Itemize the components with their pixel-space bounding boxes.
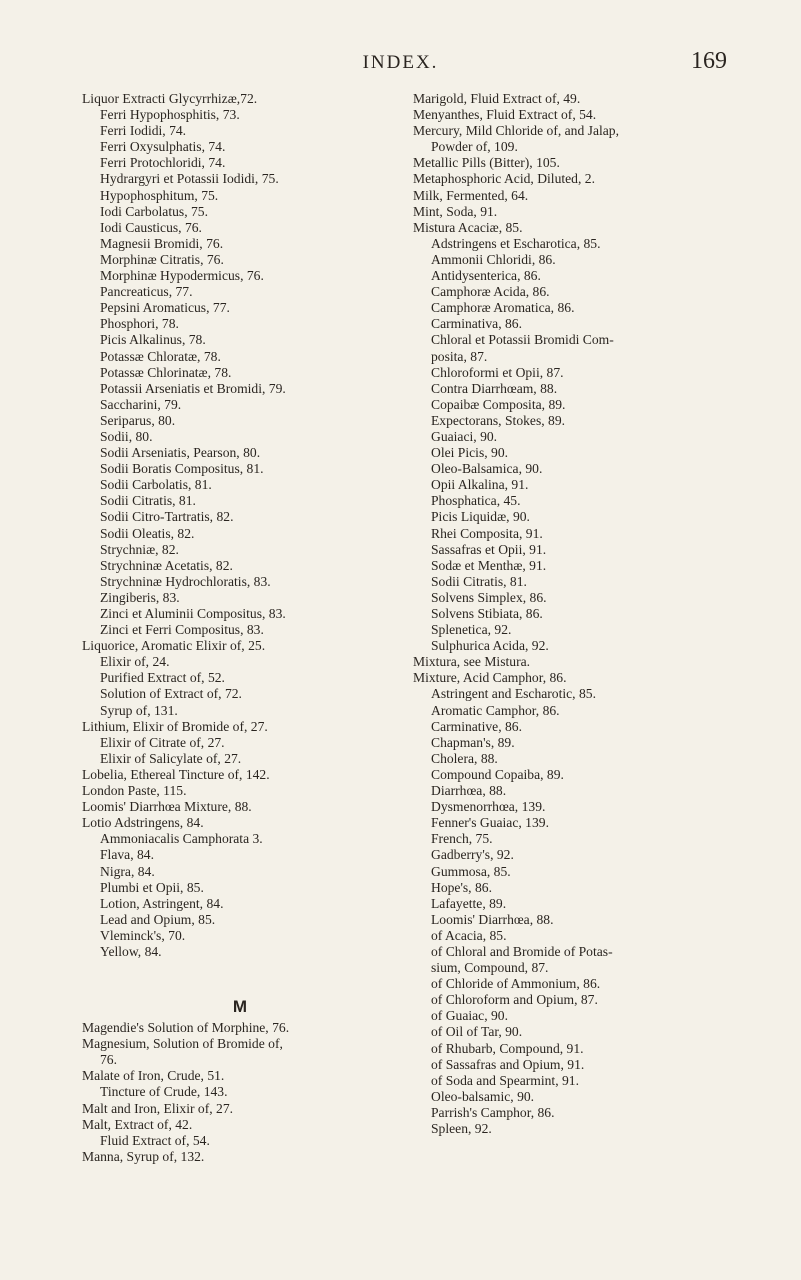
- index-subentry: Morphinæ Citratis, 76.: [100, 251, 224, 267]
- index-subentry: Iodi Carbolatus, 75.: [100, 203, 208, 219]
- index-subentry: Hope's, 86.: [431, 879, 492, 895]
- index-entry: London Paste, 115.: [82, 783, 187, 799]
- index-entry: Lobelia, Ethereal Tincture of, 142.: [82, 766, 270, 782]
- index-subentry: Carminativa, 86.: [431, 316, 522, 332]
- index-subentry: Morphinæ Hypodermicus, 76.: [100, 268, 264, 284]
- index-entry: Metaphosphoric Acid, Diluted, 2.: [413, 171, 595, 187]
- index-subentry: Sodii Arseniatis, Pearson, 80.: [100, 445, 261, 461]
- index-subentry: Vleminck's, 70.: [100, 927, 186, 943]
- index-subentry: of Acacia, 85.: [431, 927, 507, 943]
- index-subentry: Zinci et Ferri Compositus, 83.: [100, 622, 264, 638]
- index-subentry: of Soda and Spearmint, 91.: [431, 1072, 579, 1088]
- index-subentry: Oleo-Balsamica, 90.: [431, 461, 543, 477]
- index-subentry: Sodæ et Menthæ, 91.: [431, 557, 547, 573]
- index-subentry: of Rhubarb, Compound, 91.: [431, 1040, 584, 1056]
- index-subentry: Lotion, Astringent, 84.: [100, 895, 224, 911]
- index-subentry: sium, Compound, 87.: [431, 960, 549, 976]
- index-subentry: Sulphurica Acida, 92.: [431, 638, 549, 654]
- index-subentry: Yellow, 84.: [100, 943, 162, 959]
- index-subentry: Sassafras et Opii, 91.: [431, 541, 547, 557]
- index-subentry: Chloral et Potassii Bromidi Com-: [431, 332, 614, 348]
- index-subentry: Ferri Protochloridi, 74.: [100, 155, 226, 171]
- index-subentry: Lead and Opium, 85.: [100, 911, 216, 927]
- index-entry: Malt, Extract of, 42.: [82, 1116, 193, 1132]
- index-subentry: Sodii Boratis Compositus, 81.: [100, 461, 264, 477]
- index-subentry: Diarrhœa, 88.: [431, 783, 507, 799]
- index-entry: Liquor Extracti Glycyrrhizæ,72.: [82, 91, 258, 106]
- running-head: INDEX.: [362, 52, 439, 73]
- index-subentry: Spleen, 92.: [431, 1121, 492, 1136]
- index-subentry: Antidysenterica, 86.: [431, 268, 541, 284]
- index-entry: Mint, Soda, 91.: [413, 203, 498, 219]
- index-subentry: Elixir of, 24.: [100, 654, 170, 670]
- index-subentry: of Sassafras and Opium, 91.: [431, 1056, 585, 1072]
- index-subentry: Phosphatica, 45.: [431, 493, 521, 509]
- index-subentry: Opii Alkalina, 91.: [431, 477, 529, 493]
- index-subentry: Chloroformi et Opii, 87.: [431, 364, 564, 380]
- index-entry: Lithium, Elixir of Bromide of, 27.: [82, 718, 268, 734]
- index-subentry: Pancreaticus, 77.: [100, 284, 193, 300]
- index-entry: Liquorice, Aromatic Elixir of, 25.: [82, 638, 266, 654]
- index-subentry: Hydrargyri et Potassii Iodidi, 75.: [100, 171, 279, 187]
- index-entries-l: [82, 91, 398, 960]
- index-entry: Loomis' Diarrhœa Mixture, 88.: [82, 799, 252, 815]
- index-subentry: Chapman's, 89.: [431, 734, 515, 750]
- index-subentry: Ammoniacalis Camphorata 3.: [100, 831, 263, 847]
- index-entries-r: [413, 91, 735, 1137]
- index-subentry: Potassii Arseniatis et Bromidi, 79.: [100, 380, 286, 396]
- index-subentry: Powder of, 109.: [431, 139, 518, 155]
- index-subentry: Cholera, 88.: [431, 750, 498, 766]
- index-entry: Malt and Iron, Elixir of, 27.: [82, 1100, 234, 1116]
- index-subentry: Sodii Oleatis, 82.: [100, 525, 195, 541]
- index-subentry: Purified Extract of, 52.: [100, 670, 225, 686]
- index-subentry: Elixir of Citrate of, 27.: [100, 734, 225, 750]
- index-subentry: Potassæ Chlorinatæ, 78.: [100, 364, 232, 380]
- index-subentry: Ferri Hypophosphitis, 73.: [100, 107, 240, 123]
- index-subentry: Strychninæ Hydrochloratis, 83.: [100, 573, 271, 589]
- index-entry: Lotio Adstringens, 84.: [82, 815, 204, 831]
- index-subentry: Pepsini Aromaticus, 77.: [100, 300, 230, 316]
- index-subentry: Gadberry's, 92.: [431, 847, 514, 863]
- index-subentry: Splenetica, 92.: [431, 622, 512, 638]
- index-entries-m: [82, 1020, 398, 1165]
- index-subentry: Ammonii Chloridi, 86.: [431, 251, 556, 267]
- index-subentry: Dysmenorrhœa, 139.: [431, 799, 546, 815]
- index-subentry: Syrup of, 131.: [100, 702, 178, 718]
- index-subentry: Solvens Stibiata, 86.: [431, 606, 543, 621]
- index-subentry: Sodii Citro-Tartratis, 82.: [100, 509, 234, 525]
- index-subentry: of Chloride of Ammonium, 86.: [431, 976, 601, 992]
- index-subentry: Camphoræ Aromatica, 86.: [431, 300, 575, 316]
- index-subentry: Picis Alkalinus, 78.: [100, 332, 206, 348]
- index-subentry: Seriparus, 80.: [100, 412, 176, 428]
- index-subentry: Sodii, 80.: [100, 428, 153, 444]
- index-subentry: Camphoræ Acida, 86.: [431, 284, 550, 300]
- index-entry: Manna, Syrup of, 132.: [82, 1148, 205, 1164]
- page-header: [0, 48, 801, 78]
- index-subentry: Hypophosphitum, 75.: [100, 187, 219, 203]
- section-letter: M: [232, 997, 248, 1017]
- index-subentry: Astringent and Escharotic, 85.: [431, 686, 596, 702]
- index-subentry: Olei Picis, 90.: [431, 445, 509, 461]
- index-subentry: Sodii Citratis, 81.: [100, 493, 196, 509]
- index-subentry: of Guaiac, 90.: [431, 1008, 509, 1024]
- index-entry: Malate of Iron, Crude, 51.: [82, 1068, 225, 1084]
- index-subentry: Ferri Oxysulphatis, 74.: [100, 139, 226, 155]
- index-entry: Magendie's Solution of Morphine, 76.: [82, 1020, 290, 1036]
- index-subentry: posita, 87.: [431, 348, 488, 364]
- index-subentry: Ferri Iodidi, 74.: [100, 123, 187, 139]
- index-subentry: Fenner's Guaiac, 139.: [431, 815, 549, 831]
- index-subentry: Iodi Causticus, 76.: [100, 219, 202, 235]
- index-subentry: Solvens Simplex, 86.: [431, 589, 547, 605]
- index-column-left: [82, 91, 398, 1165]
- index-subentry: Sodii Citratis, 81.: [431, 573, 527, 589]
- index-subentry: Tincture of Crude, 143.: [100, 1084, 228, 1100]
- index-subentry: Aromatic Camphor, 86.: [431, 702, 560, 718]
- index-subentry: Fluid Extract of, 54.: [100, 1132, 210, 1148]
- index-entry: Mercury, Mild Chloride of, and Jalap,: [413, 123, 619, 139]
- index-entry: Milk, Fermented, 64.: [413, 187, 529, 203]
- index-subentry: Strychniæ, 82.: [100, 541, 179, 557]
- index-subentry: Adstringens et Escharotica, 85.: [431, 235, 601, 251]
- index-subentry: Copaibæ Composita, 89.: [431, 396, 566, 412]
- index-subentry: Nigra, 84.: [100, 863, 155, 879]
- index-column-right: [413, 91, 735, 1137]
- index-subentry: Elixir of Salicylate of, 27.: [100, 750, 242, 766]
- index-subentry: Zinci et Aluminii Compositus, 83.: [100, 606, 286, 621]
- index-subentry: Sodii Carbolatis, 81.: [100, 477, 212, 493]
- index-entry: Magnesium, Solution of Bromide of,: [82, 1036, 283, 1052]
- index-subentry: Lafayette, 89.: [431, 895, 507, 911]
- index-subentry: Plumbi et Opii, 85.: [100, 879, 204, 895]
- index-subentry: Flava, 84.: [100, 847, 154, 863]
- index-entry: Mixture, Acid Camphor, 86.: [413, 670, 567, 686]
- index-subentry: 76.: [100, 1052, 117, 1068]
- index-subentry: Magnesii Bromidi, 76.: [100, 235, 224, 251]
- index-subentry: Compound Copaiba, 89.: [431, 766, 564, 782]
- index-subentry: Potassæ Chloratæ, 78.: [100, 348, 221, 364]
- index-subentry: of Chloral and Bromide of Potas-: [431, 943, 613, 959]
- index-subentry: Gummosa, 85.: [431, 863, 511, 879]
- index-subentry: of Chloroform and Opium, 87.: [431, 992, 598, 1008]
- index-subentry: of Oil of Tar, 90.: [431, 1024, 523, 1040]
- index-subentry: Zingiberis, 83.: [100, 589, 180, 605]
- page-number: 169: [691, 48, 727, 74]
- index-subentry: Parrish's Camphor, 86.: [431, 1104, 555, 1120]
- index-subentry: Rhei Composita, 91.: [431, 525, 543, 541]
- index-subentry: Guaiaci, 90.: [431, 428, 498, 444]
- index-subentry: Contra Diarrhœam, 88.: [431, 380, 558, 396]
- index-entry: Mistura Acaciæ, 85.: [413, 219, 523, 235]
- index-subentry: Oleo-balsamic, 90.: [431, 1088, 535, 1104]
- index-subentry: Expectorans, Stokes, 89.: [431, 412, 566, 428]
- index-entry: Menyanthes, Fluid Extract of, 54.: [413, 107, 597, 123]
- index-subentry: Loomis' Diarrhœa, 88.: [431, 911, 554, 927]
- index-entry: Metallic Pills (Bitter), 105.: [413, 155, 560, 171]
- index-subentry: French, 75.: [431, 831, 493, 847]
- index-subentry: Picis Liquidæ, 90.: [431, 509, 530, 525]
- index-subentry: Carminative, 86.: [431, 718, 522, 734]
- index-subentry: Saccharini, 79.: [100, 396, 182, 412]
- index-entry: Marigold, Fluid Extract of, 49.: [413, 91, 581, 106]
- index-entry: Mixtura, see Mistura.: [413, 654, 531, 670]
- index-subentry: Strychninæ Acetatis, 82.: [100, 557, 233, 573]
- index-subentry: Phosphori, 78.: [100, 316, 179, 332]
- index-subentry: Solution of Extract of, 72.: [100, 686, 242, 702]
